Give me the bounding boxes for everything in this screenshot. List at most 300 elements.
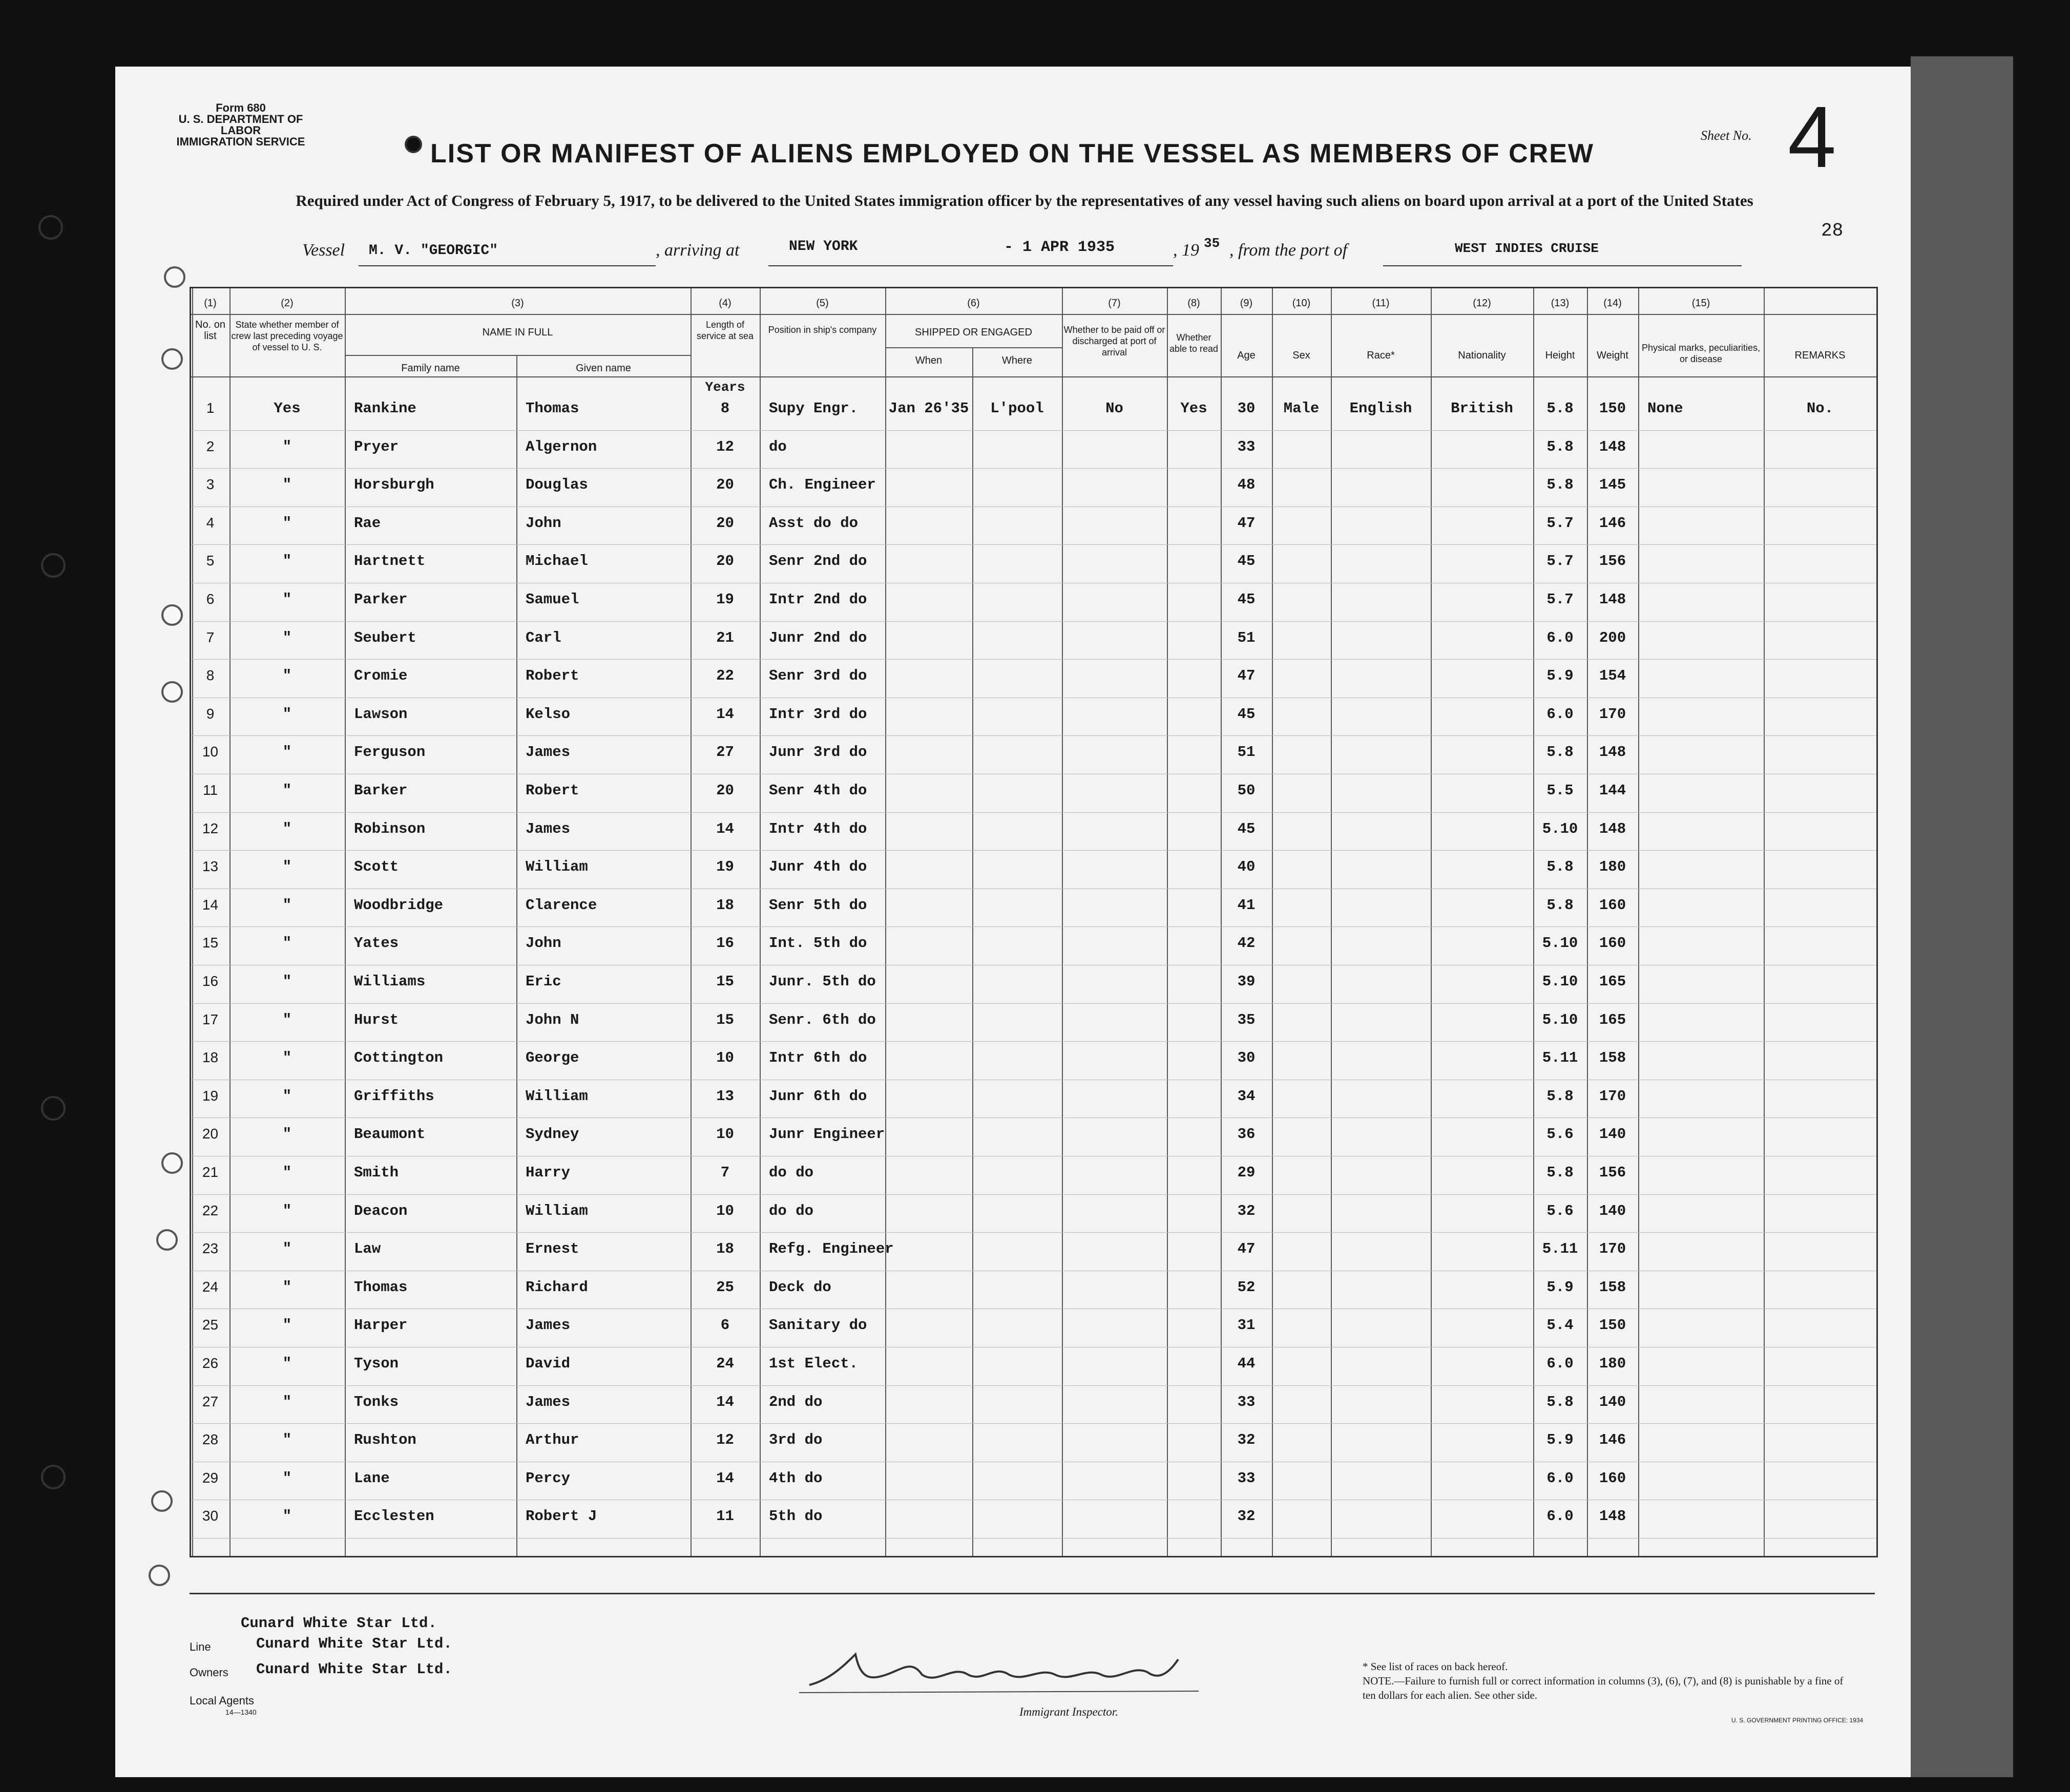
- binder-hole: [38, 215, 63, 240]
- cell-height: 5.7: [1546, 591, 1574, 608]
- cell-position: Deck do: [769, 1278, 831, 1296]
- cell-race: English: [1349, 400, 1412, 417]
- cell-previous-voyage: ": [282, 973, 292, 990]
- form-service: IMMIGRATION SERVICE: [176, 135, 305, 148]
- cell-height: 5.9: [1546, 667, 1574, 685]
- cell-row-number: 27: [202, 1393, 219, 1409]
- cell-weight: 140: [1599, 1126, 1626, 1143]
- cell-weight: 146: [1599, 1431, 1626, 1449]
- punch-mark: [405, 136, 422, 153]
- cell-previous-voyage: ": [282, 1164, 292, 1181]
- cell-previous-voyage: ": [282, 705, 292, 723]
- cell-previous-voyage: ": [282, 553, 292, 570]
- cell-length-of-service: 18: [716, 1240, 734, 1258]
- cell-family-name: Ecclesten: [354, 1508, 434, 1525]
- cell-row-number: 21: [202, 1164, 219, 1180]
- vessel-label: Vessel: [302, 241, 345, 260]
- cell-height: 5.10: [1542, 820, 1578, 837]
- cell-weight: 180: [1599, 858, 1626, 876]
- cell-given-name: Ernest: [526, 1240, 579, 1258]
- cell-row-number: 11: [202, 782, 218, 798]
- cell-given-name: Harry: [526, 1164, 571, 1181]
- cell-row-number: 14: [202, 896, 219, 913]
- cell-given-name: David: [526, 1355, 571, 1372]
- row-divider: [191, 1232, 1876, 1233]
- cell-weight: 170: [1599, 1240, 1626, 1258]
- cell-length-of-service: 24: [716, 1355, 734, 1372]
- row-divider: [191, 1003, 1876, 1004]
- cell-age: 45: [1237, 820, 1256, 837]
- cell-weight: 140: [1599, 1393, 1626, 1410]
- cell-physical-marks: None: [1647, 400, 1683, 417]
- cell-weight: 148: [1599, 1508, 1626, 1525]
- cell-position: Sanitary do: [769, 1317, 867, 1334]
- footer-agents-code: 14—1340: [225, 1708, 257, 1716]
- crew-table: [190, 287, 1878, 1557]
- cell-height: 6.0: [1546, 1469, 1574, 1487]
- binder-hole: [149, 1565, 170, 1586]
- cell-height: 5.8: [1546, 476, 1574, 494]
- cell-height: 5.6: [1546, 1126, 1574, 1143]
- cell-family-name: Rankine: [354, 400, 416, 417]
- cell-family-name: Rae: [354, 514, 381, 532]
- cell-weight: 165: [1599, 1011, 1626, 1028]
- cell-age: 45: [1237, 591, 1256, 608]
- cell-previous-voyage: ": [282, 1126, 292, 1143]
- cell-height: 5.8: [1546, 1393, 1574, 1410]
- col-header-age: Age: [1237, 350, 1256, 361]
- col-header-list-number: No. on list: [195, 319, 225, 342]
- cell-length-of-service: 14: [716, 1469, 734, 1487]
- cell-age: 40: [1237, 858, 1256, 876]
- cell-position: Junr 4th do: [769, 858, 867, 876]
- cell-row-number: 28: [202, 1431, 219, 1448]
- cell-given-name: William: [526, 858, 588, 876]
- footer-owners-value: Cunard White Star Ltd.: [256, 1661, 452, 1678]
- binder-hole: [164, 266, 185, 288]
- cell-family-name: Williams: [354, 973, 426, 990]
- cell-length-of-service: 11: [716, 1508, 734, 1525]
- cell-row-number: 26: [202, 1355, 219, 1371]
- cell-previous-voyage: ": [282, 820, 292, 837]
- cell-previous-voyage: ": [282, 782, 292, 799]
- cell-previous-voyage: ": [282, 667, 292, 685]
- col-1-number: (1): [204, 298, 217, 309]
- row-divider: [191, 621, 1876, 622]
- cell-position: 2nd do: [769, 1393, 823, 1410]
- col-8-number: (8): [1187, 298, 1200, 309]
- col-10-number: (10): [1292, 298, 1311, 309]
- row-divider: [191, 812, 1876, 813]
- cell-weight: 144: [1599, 782, 1626, 799]
- cell-age: 32: [1237, 1508, 1256, 1525]
- sheet-label: Sheet No.: [1701, 128, 1752, 143]
- cell-weight: 160: [1599, 1469, 1626, 1487]
- cell-given-name: Carl: [526, 629, 561, 646]
- cell-height: 5.8: [1546, 896, 1574, 914]
- cell-given-name: Sydney: [526, 1126, 579, 1143]
- cell-previous-voyage: ": [282, 1355, 292, 1372]
- cell-given-name: John: [526, 935, 561, 952]
- col-15-number: (15): [1691, 298, 1710, 309]
- cell-row-number: 29: [202, 1469, 219, 1486]
- cell-length-of-service: 18: [716, 896, 734, 914]
- cell-row-number: 13: [202, 858, 219, 875]
- cell-position: Junr 2nd do: [769, 629, 867, 646]
- col-11-number: (11): [1372, 298, 1390, 309]
- cell-previous-voyage: ": [282, 438, 292, 455]
- cell-row-number: 24: [202, 1278, 219, 1295]
- cell-family-name: Thomas: [354, 1278, 408, 1296]
- cell-age: 30: [1237, 400, 1256, 417]
- footer-agents-label: Local Agents: [190, 1694, 254, 1707]
- row-divider: [191, 430, 1876, 431]
- cell-weight: 146: [1599, 514, 1626, 532]
- cell-position: Intr 4th do: [769, 820, 867, 837]
- cell-given-name: James: [526, 1393, 571, 1410]
- cell-length-of-service: 14: [716, 820, 734, 837]
- cell-weight: 148: [1599, 438, 1626, 455]
- cell-age: 34: [1237, 1087, 1256, 1105]
- col-header-height: Height: [1545, 350, 1575, 361]
- col-5-number: (5): [816, 298, 829, 309]
- cell-weight: 145: [1599, 476, 1626, 494]
- cell-given-name: Robert: [526, 782, 579, 799]
- cell-family-name: Beaumont: [354, 1126, 426, 1143]
- cell-position: 5th do: [769, 1508, 823, 1525]
- cell-length-of-service: 6: [720, 1317, 730, 1334]
- cell-height: 5.7: [1546, 514, 1574, 532]
- cell-previous-voyage: ": [282, 1393, 292, 1410]
- page-edge: [1911, 56, 2013, 1777]
- cell-row-number: 3: [206, 476, 215, 493]
- cell-weight: 150: [1599, 400, 1626, 417]
- cell-given-name: Kelso: [526, 705, 571, 723]
- cell-previous-voyage: ": [282, 1011, 292, 1028]
- cell-given-name: Clarence: [526, 896, 597, 914]
- cell-position: Senr 4th do: [769, 782, 867, 799]
- cell-given-name: Thomas: [526, 400, 579, 417]
- col-4-number: (4): [719, 298, 731, 309]
- cell-height: 5.5: [1546, 782, 1574, 799]
- cell-family-name: Scott: [354, 858, 399, 876]
- cell-length-of-service: 12: [716, 438, 734, 455]
- cell-position: 3rd do: [769, 1431, 823, 1449]
- col-header-able-to-read: Whether able to read: [1169, 332, 1219, 354]
- cell-row-number: 4: [206, 514, 215, 531]
- cell-height: 5.9: [1546, 1431, 1574, 1449]
- cell-position: 4th do: [769, 1469, 823, 1487]
- cell-position: Junr 6th do: [769, 1087, 867, 1105]
- cell-age: 42: [1237, 935, 1256, 952]
- cell-row-number: 5: [206, 553, 215, 569]
- cell-height: 6.0: [1546, 1508, 1574, 1525]
- cell-age: 29: [1237, 1164, 1256, 1181]
- cell-family-name: Smith: [354, 1164, 399, 1181]
- binder-hole: [161, 604, 183, 626]
- cell-family-name: Cromie: [354, 667, 408, 685]
- row-divider: [191, 468, 1876, 469]
- row-divider: [191, 544, 1876, 545]
- form-number: Form 680: [216, 101, 266, 114]
- cell-age: 48: [1237, 476, 1256, 494]
- arrival-date-stamp: - 1 APR 1935: [1004, 239, 1115, 256]
- cell-row-number: 2: [206, 438, 215, 454]
- cell-previous-voyage: ": [282, 1431, 292, 1449]
- cell-height: 6.0: [1546, 1355, 1574, 1372]
- race-note: * See list of races on back hereof.: [1363, 1660, 1508, 1673]
- cell-age: 33: [1237, 1393, 1256, 1410]
- cell-family-name: Pryer: [354, 438, 399, 455]
- cell-given-name: George: [526, 1049, 579, 1067]
- cell-given-name: James: [526, 744, 571, 761]
- form-identifier: [169, 102, 312, 147]
- cell-family-name: Cottington: [354, 1049, 444, 1067]
- cell-age: 36: [1237, 1126, 1256, 1143]
- cell-age: 44: [1237, 1355, 1256, 1372]
- cell-height: 5.10: [1542, 935, 1578, 952]
- col-7-number: (7): [1108, 298, 1121, 309]
- col-header-sex: Sex: [1292, 350, 1310, 361]
- cell-position: Intr 3rd do: [769, 705, 867, 723]
- cell-weight: 158: [1599, 1278, 1626, 1296]
- cell-previous-voyage: ": [282, 1278, 292, 1296]
- cell-row-number: 6: [206, 591, 215, 607]
- row-divider: [191, 1385, 1876, 1386]
- cell-row-number: 9: [206, 705, 215, 722]
- cell-age: 39: [1237, 973, 1256, 990]
- page-title: LIST OR MANIFEST OF ALIENS EMPLOYED ON THE VESSEL AS MEMBERS OF CREW: [430, 139, 1594, 168]
- cell-position: Intr 2nd do: [769, 591, 867, 608]
- cell-row-number: 8: [206, 667, 215, 684]
- inspector-label: Immigrant Inspector.: [1019, 1705, 1118, 1718]
- col-header-previous-voyage: State whether member of crew last preceding voyage of vessel to U. S.: [231, 320, 343, 352]
- cell-row-number: 16: [202, 973, 219, 989]
- cell-family-name: Parker: [354, 591, 408, 608]
- cell-row-number: 12: [202, 820, 219, 836]
- row-divider: [191, 735, 1876, 736]
- cell-weight: 156: [1599, 1164, 1626, 1181]
- cell-previous-voyage: ": [282, 935, 292, 952]
- cell-length-of-service: 14: [716, 705, 734, 723]
- cell-previous-voyage: ": [282, 1049, 292, 1067]
- cell-previous-voyage: ": [282, 896, 292, 914]
- cell-weight: 160: [1599, 935, 1626, 952]
- vessel-name: M. V. "GEORGIC": [369, 243, 498, 259]
- stamped-page-number: 28: [1821, 220, 1844, 241]
- cell-family-name: Law: [354, 1240, 381, 1258]
- row-divider: [191, 1041, 1876, 1042]
- row-divider: [191, 1194, 1876, 1195]
- col-header-physical-marks: Physical marks, peculiarities, or disease: [1641, 343, 1761, 364]
- col-header-shipped-engaged: SHIPPED OR ENGAGED: [915, 327, 1032, 338]
- col-header-remarks: REMARKS: [1794, 350, 1846, 361]
- cell-given-name: William: [526, 1087, 588, 1105]
- cell-given-name: John: [526, 514, 561, 532]
- col-12-number: (12): [1473, 298, 1491, 309]
- col-header-when: When: [915, 355, 943, 366]
- cell-row-number: 10: [202, 744, 219, 760]
- cell-length-of-service: 8: [720, 400, 730, 417]
- cell-sex: Male: [1283, 400, 1320, 417]
- cell-weight: 148: [1599, 591, 1626, 608]
- col-header-race: Race*: [1367, 350, 1395, 361]
- cell-given-name: Algernon: [526, 438, 597, 455]
- cell-age: 50: [1237, 782, 1256, 799]
- cell-family-name: Deacon: [354, 1202, 408, 1219]
- binder-hole: [161, 681, 183, 703]
- cell-length-of-service: 22: [716, 667, 734, 685]
- year-prefix: , 19: [1173, 241, 1199, 260]
- cell-weight: 156: [1599, 553, 1626, 570]
- cell-position: do do: [769, 1202, 814, 1219]
- cell-shipped-when: Jan 26'35: [888, 400, 969, 417]
- cell-row-number: 20: [202, 1126, 219, 1142]
- cell-length-of-service: 16: [716, 935, 734, 952]
- cell-age: 33: [1237, 438, 1256, 455]
- cell-age: 32: [1237, 1202, 1256, 1219]
- cell-family-name: Yates: [354, 935, 399, 952]
- cell-height: 5.8: [1546, 438, 1574, 455]
- cell-height: 5.8: [1546, 744, 1574, 761]
- arriving-label: , arriving at: [656, 241, 740, 260]
- cell-position: Supy Engr.: [769, 400, 859, 417]
- cell-position: Senr. 6th do: [769, 1011, 876, 1028]
- cell-position: Senr 3rd do: [769, 667, 867, 685]
- cell-given-name: John N: [526, 1011, 579, 1028]
- cell-row-number: 22: [202, 1202, 219, 1218]
- cell-weight: 160: [1599, 896, 1626, 914]
- cell-age: 30: [1237, 1049, 1256, 1067]
- cell-height: 5.9: [1546, 1278, 1574, 1296]
- years-unit-label: Years: [705, 380, 745, 395]
- cell-age: 47: [1237, 514, 1256, 532]
- cell-previous-voyage: ": [282, 629, 292, 646]
- col-13-number: (13): [1551, 298, 1570, 309]
- penalty-note: NOTE.—Failure to furnish full or correct information in columns (3), (6), (7), and (8) is punishable by a fine of ten dollars for each alien. See other side.: [1363, 1675, 1844, 1701]
- cell-age: 52: [1237, 1278, 1256, 1296]
- cell-age: 47: [1237, 1240, 1256, 1258]
- cell-given-name: James: [526, 820, 571, 837]
- col-14-number: (14): [1603, 298, 1622, 309]
- footer-line-value: Cunard White Star Ltd.: [256, 1635, 452, 1652]
- col-header-nationality: Nationality: [1458, 350, 1506, 361]
- cell-position: Refg. Engineer: [769, 1240, 894, 1258]
- cell-height: 5.10: [1542, 973, 1578, 990]
- cell-position: Ch. Engineer: [769, 476, 876, 494]
- cell-height: 5.11: [1542, 1240, 1578, 1258]
- col-6-number: (6): [967, 298, 980, 309]
- binder-hole: [151, 1490, 173, 1512]
- cell-length-of-service: 7: [720, 1164, 730, 1181]
- cell-previous-voyage: ": [282, 1469, 292, 1487]
- cell-row-number: 7: [206, 629, 215, 645]
- cell-position: Junr Engineer: [769, 1126, 885, 1143]
- cell-height: 5.8: [1546, 858, 1574, 876]
- sheet-number: 4: [1788, 89, 1836, 186]
- cell-length-of-service: 20: [716, 553, 734, 570]
- cell-weight: 170: [1599, 1087, 1626, 1105]
- col-header-position: Position in ship's company: [768, 325, 877, 335]
- cell-given-name: Douglas: [526, 476, 588, 494]
- cell-previous-voyage: ": [282, 744, 292, 761]
- col-header-length-of-service: Length of service at sea: [696, 320, 754, 341]
- cell-height: 5.8: [1546, 400, 1574, 417]
- cell-family-name: Barker: [354, 782, 408, 799]
- cell-family-name: Harper: [354, 1317, 408, 1334]
- cell-age: 47: [1237, 667, 1256, 685]
- cell-weight: 148: [1599, 744, 1626, 761]
- cell-height: 5.10: [1542, 1011, 1578, 1028]
- cell-row-number: 15: [202, 935, 219, 951]
- cell-position: Senr 2nd do: [769, 553, 867, 570]
- cell-given-name: Robert: [526, 667, 579, 685]
- col-header-paid-off: Whether to be paid off or discharged at port of arrival: [1063, 325, 1165, 357]
- binder-hole: [161, 348, 183, 370]
- cell-position: Int. 5th do: [769, 935, 867, 952]
- cell-height: 5.4: [1546, 1317, 1574, 1334]
- cell-length-of-service: 14: [716, 1393, 734, 1410]
- footer-line-label: Line: [190, 1640, 211, 1653]
- cell-length-of-service: 20: [716, 782, 734, 799]
- cell-previous-voyage: ": [282, 858, 292, 876]
- cell-row-number: 30: [202, 1508, 219, 1524]
- page-subtitle: Required under Act of Congress of February 5, 1917, to be delivered to the United States immigration officer by the representatives of any vessel having such aliens on board upon arrival at a port of the United States: [296, 192, 1753, 209]
- cell-length-of-service: 25: [716, 1278, 734, 1296]
- cell-previous-voyage: ": [282, 514, 292, 532]
- cell-family-name: Griffiths: [354, 1087, 434, 1105]
- cell-given-name: Samuel: [526, 591, 579, 608]
- cell-age: 33: [1237, 1469, 1256, 1487]
- cell-age: 35: [1237, 1011, 1256, 1028]
- cell-previous-voyage: ": [282, 591, 292, 608]
- cell-age: 32: [1237, 1431, 1256, 1449]
- cell-row-number: 1: [206, 400, 215, 416]
- col-header-weight: Weight: [1597, 350, 1628, 361]
- cell-height: 5.11: [1542, 1049, 1578, 1067]
- cell-height: 5.6: [1546, 1202, 1574, 1219]
- col-2-number: (2): [281, 298, 294, 309]
- cell-previous-voyage: Yes: [274, 400, 301, 417]
- cell-family-name: Tyson: [354, 1355, 399, 1372]
- cell-weight: 148: [1599, 820, 1626, 837]
- cell-length-of-service: 15: [716, 973, 734, 990]
- footer-line-stamp-top: Cunard White Star Ltd.: [241, 1615, 437, 1632]
- cell-previous-voyage: ": [282, 1317, 292, 1334]
- row-divider: [191, 850, 1876, 851]
- cell-given-name: Arthur: [526, 1431, 579, 1449]
- cell-age: 31: [1237, 1317, 1256, 1334]
- cell-given-name: Percy: [526, 1469, 571, 1487]
- cell-family-name: Robinson: [354, 820, 426, 837]
- cell-length-of-service: 19: [716, 591, 734, 608]
- cell-family-name: Hurst: [354, 1011, 399, 1028]
- arrival-year: 35: [1204, 236, 1220, 251]
- cell-given-name: Michael: [526, 553, 588, 570]
- cell-family-name: Ferguson: [354, 744, 426, 761]
- cell-row-number: 17: [202, 1011, 219, 1027]
- cell-length-of-service: 10: [716, 1049, 734, 1067]
- cell-position: do: [769, 438, 787, 455]
- form-department: U. S. DEPARTMENT OF LABOR: [178, 113, 303, 137]
- row-divider: [191, 659, 1876, 660]
- cell-family-name: Lane: [354, 1469, 390, 1487]
- cell-family-name: Seubert: [354, 629, 416, 646]
- cell-family-name: Rushton: [354, 1431, 416, 1449]
- cell-paid-off: No: [1105, 400, 1123, 417]
- col-header-family-name: Family name: [401, 363, 460, 374]
- binder-hole: [41, 1465, 66, 1489]
